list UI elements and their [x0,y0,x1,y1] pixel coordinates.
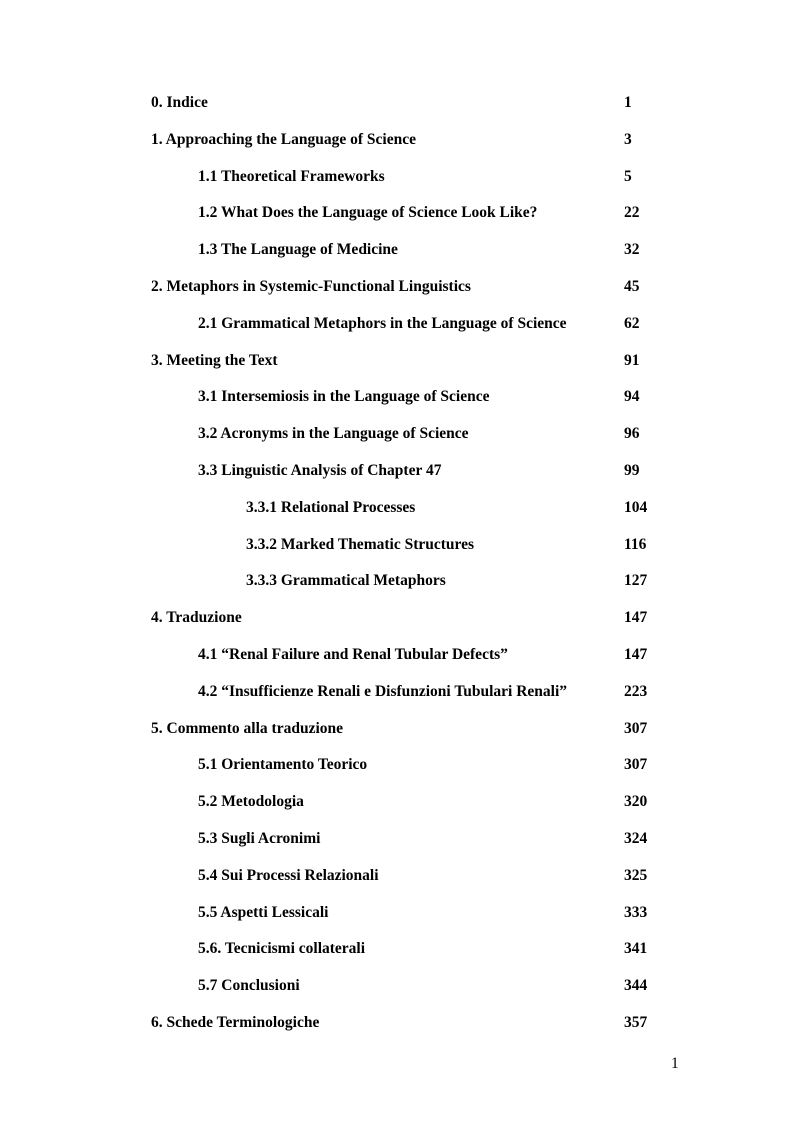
toc-entry-page: 325 [624,866,648,884]
toc-entry-page: 104 [624,498,648,516]
toc-entry-page: 22 [624,204,640,222]
toc-entry-title: 3.3 Linguistic Analysis of Chapter 47 [198,461,442,479]
toc-entry [0,129,794,166]
toc-entry-page: 94 [624,388,640,406]
toc-entry-page: 223 [624,682,648,700]
toc-entry-page: 324 [624,829,648,847]
toc-entry [0,92,794,129]
toc-entry-page: 307 [624,756,648,774]
toc-entry-title: 3.3.1 Relational Processes [246,498,416,516]
toc-entry-title: 1.2 What Does the Language of Science Look Like? [198,204,538,222]
toc-entry-page: 344 [624,977,648,995]
toc-entry-page: 45 [624,277,640,295]
toc-entry-title: 5.1 Orientamento Teorico [198,756,368,774]
toc-entry-page: 3 [624,130,632,148]
toc-entry-title: 5.3 Sugli Acronimi [198,829,321,847]
toc-entry-page: 1 [624,94,632,111]
toc-entry [0,313,794,350]
toc-entry [0,681,794,718]
toc-entry [0,607,794,644]
toc-entry [0,644,794,681]
toc-entry-title: 1.3 The Language of Medicine [198,241,398,259]
toc-entry-title: 2.1 Grammatical Metaphors in the Language of Science [198,314,567,332]
toc-entry [0,754,794,791]
toc-entry-page: 99 [624,461,640,479]
toc-entry-title: 3.3.3 Grammatical Metaphors [246,572,446,590]
toc-entry-page: 62 [624,314,640,332]
toc-entry [0,828,794,865]
toc-entry [0,865,794,902]
toc-entry-title: 4. Traduzione [151,609,242,627]
toc-entry-title: 5.6. Tecnicismi collaterali [198,940,366,958]
page-number: 1 [671,1055,679,1072]
toc-entry-page: 116 [624,535,647,553]
toc-entry [0,239,794,276]
toc-entry-title: 2. Metaphors in Systemic-Functional Linguistics [151,277,471,295]
toc-entry-title: 5.4 Sui Processi Relazionali [198,866,379,884]
toc-entry-title: 5.5 Aspetti Lessicali [198,903,329,921]
toc-entry [0,534,794,571]
toc-entry-page: 91 [624,351,640,369]
toc-entry-title: 3. Meeting the Text [151,351,278,369]
toc-entry-title: 1. Approaching the Language of Science [151,130,416,148]
toc-entry-page: 32 [624,241,640,259]
toc-entry-page: 147 [624,609,648,627]
toc-entry-page: 341 [624,940,648,958]
toc-entry-title: 5. Commento alla traduzione [151,719,344,737]
toc-entry-page: 320 [624,793,648,811]
toc-entry-page: 357 [624,1013,648,1031]
toc-entry [0,902,794,939]
toc-entry [0,276,794,313]
toc-entry-title: 3.2 Acronyms in the Language of Science [198,425,469,443]
toc-entry-title: 4.1 “Renal Failure and Renal Tubular Defects” [198,645,508,663]
toc-entry-page: 333 [624,903,648,921]
toc-entry-page: 96 [624,425,640,443]
toc-entry-title: 5.7 Conclusioni [198,977,300,995]
toc-entry [0,938,794,975]
toc-entry-title: 0. Indice [151,94,208,111]
toc-entry [0,1012,794,1049]
toc-entry-page: 307 [624,719,648,737]
toc-entry [0,202,794,239]
toc-entry [0,460,794,497]
toc-entry-page: 127 [624,572,648,590]
toc-entry [0,791,794,828]
toc-entry [0,386,794,423]
toc-entry-title: 3.3.2 Marked Thematic Structures [246,535,475,553]
toc-entry-title: 1.1 Theoretical Frameworks [198,167,385,185]
toc-entry [0,570,794,607]
toc-entry-page: 147 [624,645,648,663]
toc-entry [0,166,794,203]
toc-entry [0,718,794,755]
toc-entry [0,497,794,534]
toc-entry [0,975,794,1012]
toc-entry-title: 5.2 Metodologia [198,793,304,811]
toc-entry-title: 3.1 Intersemiosis in the Language of Science [198,388,490,406]
toc-entry-title: 4.2 “Insufficienze Renali e Disfunzioni Tubulari Renali” [198,682,568,700]
toc-entry-page: 5 [624,167,632,185]
toc-entry-title: 6. Schede Terminologiche [151,1013,320,1031]
table-of-contents [0,92,794,1049]
toc-entry [0,423,794,460]
toc-entry [0,350,794,387]
